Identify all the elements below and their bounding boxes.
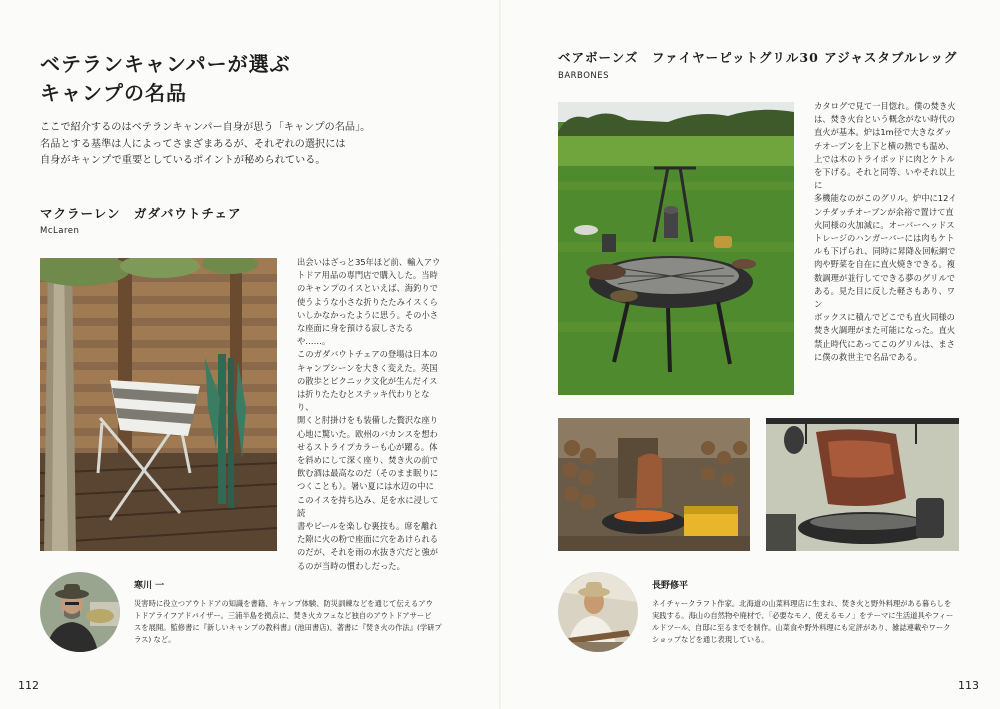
body-line: このガダバウトチェアの登場は日本の [297,349,438,360]
item-subtitle-barebones: BARBONES [558,71,610,81]
body-line: 肉や野菜を自在に直火焼きできる。複 [814,259,956,270]
body-line: の散歩とピクニック文化が生んだイス [297,375,438,386]
intro-line-2: 名品とする基準は人によってさまざまあるが、それぞれの選択には [40,138,346,150]
body-line: な座面に身を預ける寂しさたるや……。 [297,323,414,347]
body-line: は折りたたむとステッキ代わりとなり、 [297,389,430,413]
grill-field-photo [558,102,794,395]
body-line: るのが当時の慣わしだった。 [297,560,405,571]
chair-photo [40,258,277,551]
bio-line: ショップなどを通じ表現している。 [652,635,769,644]
body-line: トドア用品の専門店で購入した。当時 [297,270,438,281]
body-line: 開くと肘掛けをも装備した贅沢な座り [297,415,439,426]
bio-line: トドアライフアドバイザー。三浦半島を拠点に、焚き火カフェなど独自のアウトドアサービ [134,611,432,620]
intro-line-3: 自身がキャンプで重要としているポイントが秘められている。 [40,155,326,166]
page-number-left: 112 [18,679,39,692]
body-line: 飲む酒は最高なのだ（そのまま眠りに [297,468,439,479]
body-line: ある。見た目に反した軽さもあり、ワン [814,285,956,310]
body-line: ボックスに積んでどこでも直火同様の [814,312,955,323]
bio-line: 実践する。海山の自然物や廃材で、「必要なモノ、使えるモノ」をテーマに生活道具やフィー [652,611,954,620]
author-name-samukawa: 寒川 一 [134,581,165,591]
body-line: キャンプシーンを大きく変えた。英国 [297,362,438,373]
body-line: 出会いはざっと35年ほど前、輸入アウ [297,257,441,267]
item-title-mclaren: マクラーレン ガダバウトチェア [40,206,242,221]
body-line: は、焚き火台という概念がない時代の [814,114,956,125]
item-title-barebones: ベアボーンズ ファイヤーピットグリル30 アジャスタブルレッグ [558,50,958,65]
body-line: 上では木のトライポッドに肉とケトル [814,153,955,164]
bio-line: 災害時に役立つアウトドアの知識を書籍、キャンプ体験、防災訓練などを通じて伝えるアウ [134,599,433,608]
author-bio-nagano [652,598,972,646]
bio-line: ネイチャークラフト作家。北海道の山菜料理店に生まれ、焚き火と野外料理がある暮らしを [652,599,952,608]
body-line: このイスを持ち込み、足を水に浸して読 [297,494,439,518]
body-line: ルも下げられ、同時に昇降＆回転網で [814,246,956,257]
author-name-nagano: 長野修平 [652,581,689,591]
body-line: 多機能なのがこのグリル。炉中に12イ [814,193,957,204]
item-body-barebones [814,100,962,364]
intro-text [40,120,460,170]
body-line: カタログで見て一目惚れ。僕の焚き火 [814,101,956,111]
body-line: 書やビールを楽しむ裏技も。席を離れ [297,521,438,532]
body-line: を下げる。それと同等、いやそれ以上に [814,167,956,191]
body-line: 数調理が並行してできる夢のグリルで [814,272,956,283]
page-title [40,50,291,108]
author-avatar-samukawa [40,572,120,652]
body-line: 直火が基本。炉は1m径で大きなダッ [814,127,952,138]
body-line: 焚き火調理がまた可能になった。直火 [814,325,956,336]
intro-line-1: ここで紹介するのはベテランキャンパー自身が思う「キャンプの名品」。 [40,122,371,133]
body-line: に僕の救世主で名品である。 [814,351,922,362]
body-line: た隙に火の粉で座面に穴をあけられる [297,534,439,545]
body-line: を斜めにして深く座り、焚き火の前で [297,455,439,466]
author-avatar-nagano [558,572,638,652]
item-body-mclaren [297,256,445,573]
bio-line: ラス) など。 [134,635,176,644]
body-line: せるストライプカラーも心が躍る。体 [297,441,438,452]
body-line: チオーブンを上下と横の熱でも温め、 [814,140,954,151]
body-line: のキャンプのイスといえば、海釣りで [297,283,438,294]
body-line: トレージのハンガーバーには肉もケト [814,233,955,244]
body-line: のだが、それを雨の水抜き穴だと強が [297,547,439,558]
grill-meat-photo [766,418,959,551]
grill-firewood-photo [558,418,750,551]
bio-line: スを展開。監修書に『新しいキャンプの教科書』(池田書店)、著書に『焚き火の作法』(学研プ [134,623,442,632]
body-line: つくことも）。暑い夏には水辺の中に [297,481,434,492]
page-number-right: 113 [958,679,979,692]
body-line: 禁止時代にあってこのグリルは、まさ [814,338,955,349]
page-title-line-2: キャンプの名品 [40,81,187,105]
body-line: ンチダッチオーブンが余裕で置けて直 [814,206,954,217]
item-subtitle-mclaren: McLaren [40,226,80,236]
body-line: 使うような小さな折りたたみイスくら [297,296,438,307]
body-line: いしかなかったように思う。その小さ [297,309,439,320]
bio-line: ルドツール、自邸に至るまでを制作。山菜食や野外料理にも定評があり、雑誌連載やワーク [652,623,951,632]
author-bio-samukawa [134,598,474,646]
page-title-line-1: ベテランキャンパーが選ぶ [40,52,291,76]
body-line: 火同様の火加減に。オーバーヘッドス [814,219,955,230]
spread-gutter [499,0,501,709]
body-line: 心地に驚いた。欧州のバカンスを想わ [297,428,438,439]
